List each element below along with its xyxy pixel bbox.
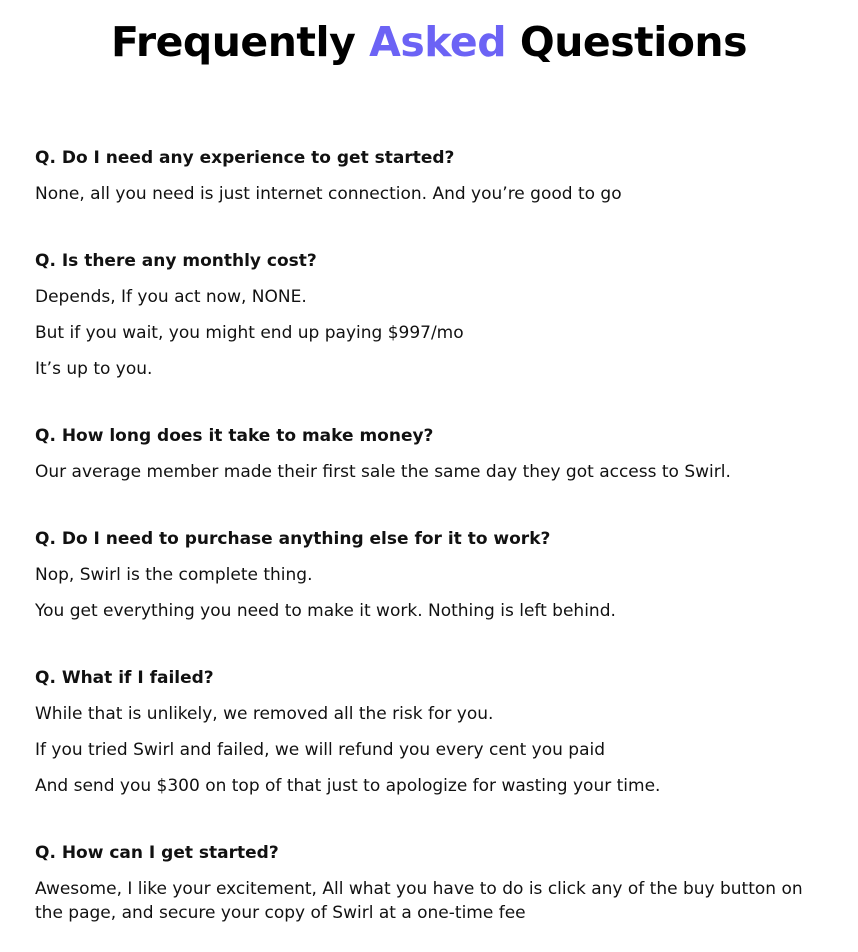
faq-question: Q. Is there any monthly cost?	[35, 251, 317, 271]
faq-question: Q. What if I failed?	[35, 668, 214, 688]
faq-question: Q. How long does it take to make money?	[35, 426, 434, 446]
faq-item	[35, 249, 835, 381]
title-part-2: Questions	[519, 18, 748, 66]
faq-answer: While that is unlikely, we removed all the risk for you.	[35, 704, 494, 724]
faq-question: Q. Do I need any experience to get started?	[35, 148, 455, 168]
faq-item	[35, 424, 835, 484]
faq-answer: None, all you need is just internet connection. And you’re good to go	[35, 184, 622, 204]
title-part-1: Frequently	[110, 18, 356, 66]
faq-answer: It’s up to you.	[35, 359, 153, 379]
faq-answer: Nop, Swirl is the complete thing.	[35, 565, 313, 585]
title-accent: Asked	[369, 18, 507, 66]
faq-item	[35, 146, 835, 206]
faq-answer: And send you $300 on top of that just to apologize for wasting your time.	[35, 776, 661, 796]
page-title	[0, 14, 858, 70]
faq-item	[35, 666, 835, 798]
faq-answer: You get everything you need to make it work. Nothing is left behind.	[35, 601, 616, 621]
faq-item	[35, 527, 835, 623]
faq-answer: Awesome, I like your excitement, All what you have to do is click any of the buy button on the page, and secure your copy of Swirl at a one-time fee	[35, 879, 803, 923]
faq-answer: Depends, If you act now, NONE.	[35, 287, 307, 307]
faq-item	[35, 841, 835, 925]
faq-answer: If you tried Swirl and failed, we will refund you every cent you paid	[35, 740, 606, 760]
faq-question: Q. Do I need to purchase anything else for it to work?	[35, 529, 551, 549]
faq-answer: Our average member made their first sale the same day they got access to Swirl.	[35, 462, 731, 482]
faq-question: Q. How can I get started?	[35, 843, 279, 863]
faq-answer: But if you wait, you might end up paying $997/mo	[35, 323, 464, 343]
